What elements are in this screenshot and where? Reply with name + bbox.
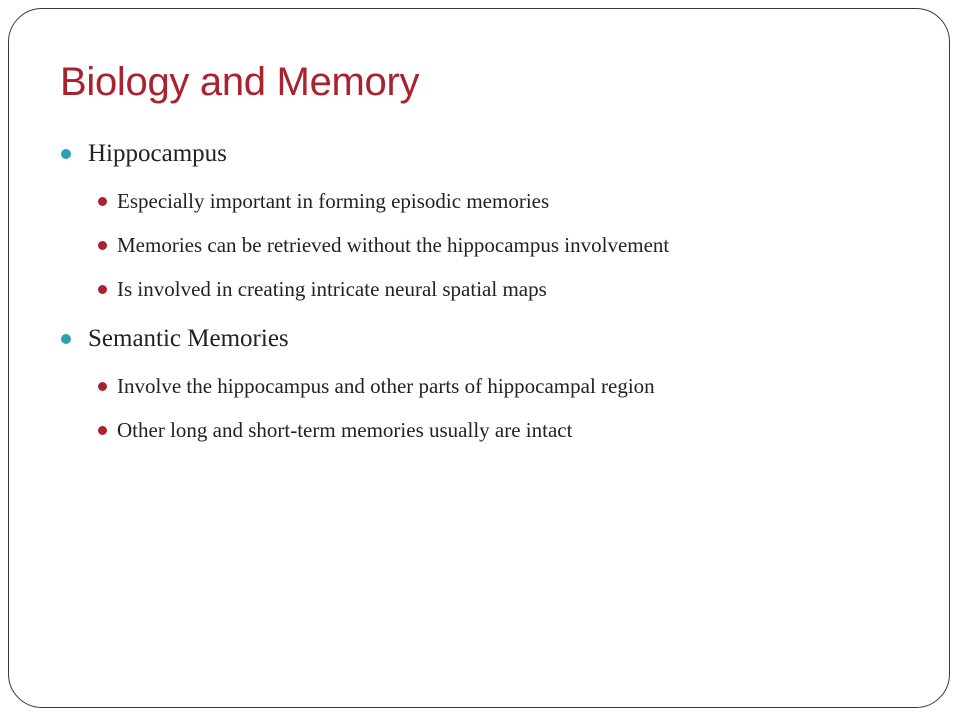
section-hippocampus xyxy=(60,136,669,304)
sub-bullet-text: Is involved in creating intricate neural spatial maps xyxy=(117,277,547,301)
red-bullet-icon xyxy=(98,197,107,206)
teal-bullet-icon xyxy=(61,149,71,159)
bullet-heading-semantic-memories xyxy=(60,321,669,357)
bullet-heading-hippocampus xyxy=(60,136,669,172)
teal-bullet-icon xyxy=(61,334,71,344)
slide-body xyxy=(60,136,669,445)
sub-bullet-text: Especially important in forming episodic memories xyxy=(117,189,550,213)
heading-text: Semantic Memories xyxy=(88,325,289,352)
sub-bullet-text: Memories can be retrieved without the hippocampus involvement xyxy=(117,233,670,257)
section-semantic-memories xyxy=(60,321,669,445)
red-bullet-icon xyxy=(98,241,107,250)
red-bullet-icon xyxy=(98,382,107,391)
sub-bullet xyxy=(60,274,669,304)
slide-title: Biology and Memory xyxy=(60,60,420,104)
sub-bullet xyxy=(60,371,669,401)
red-bullet-icon xyxy=(98,426,107,435)
heading-text: Hippocampus xyxy=(88,140,227,167)
sub-bullet-text: Involve the hippocampus and other parts of hippocampal region xyxy=(117,374,655,398)
sub-bullet xyxy=(60,186,669,216)
sub-bullet xyxy=(60,415,669,445)
sub-bullet xyxy=(60,230,669,260)
sub-bullet-text: Other long and short-term memories usually are intact xyxy=(117,418,573,442)
red-bullet-icon xyxy=(98,285,107,294)
